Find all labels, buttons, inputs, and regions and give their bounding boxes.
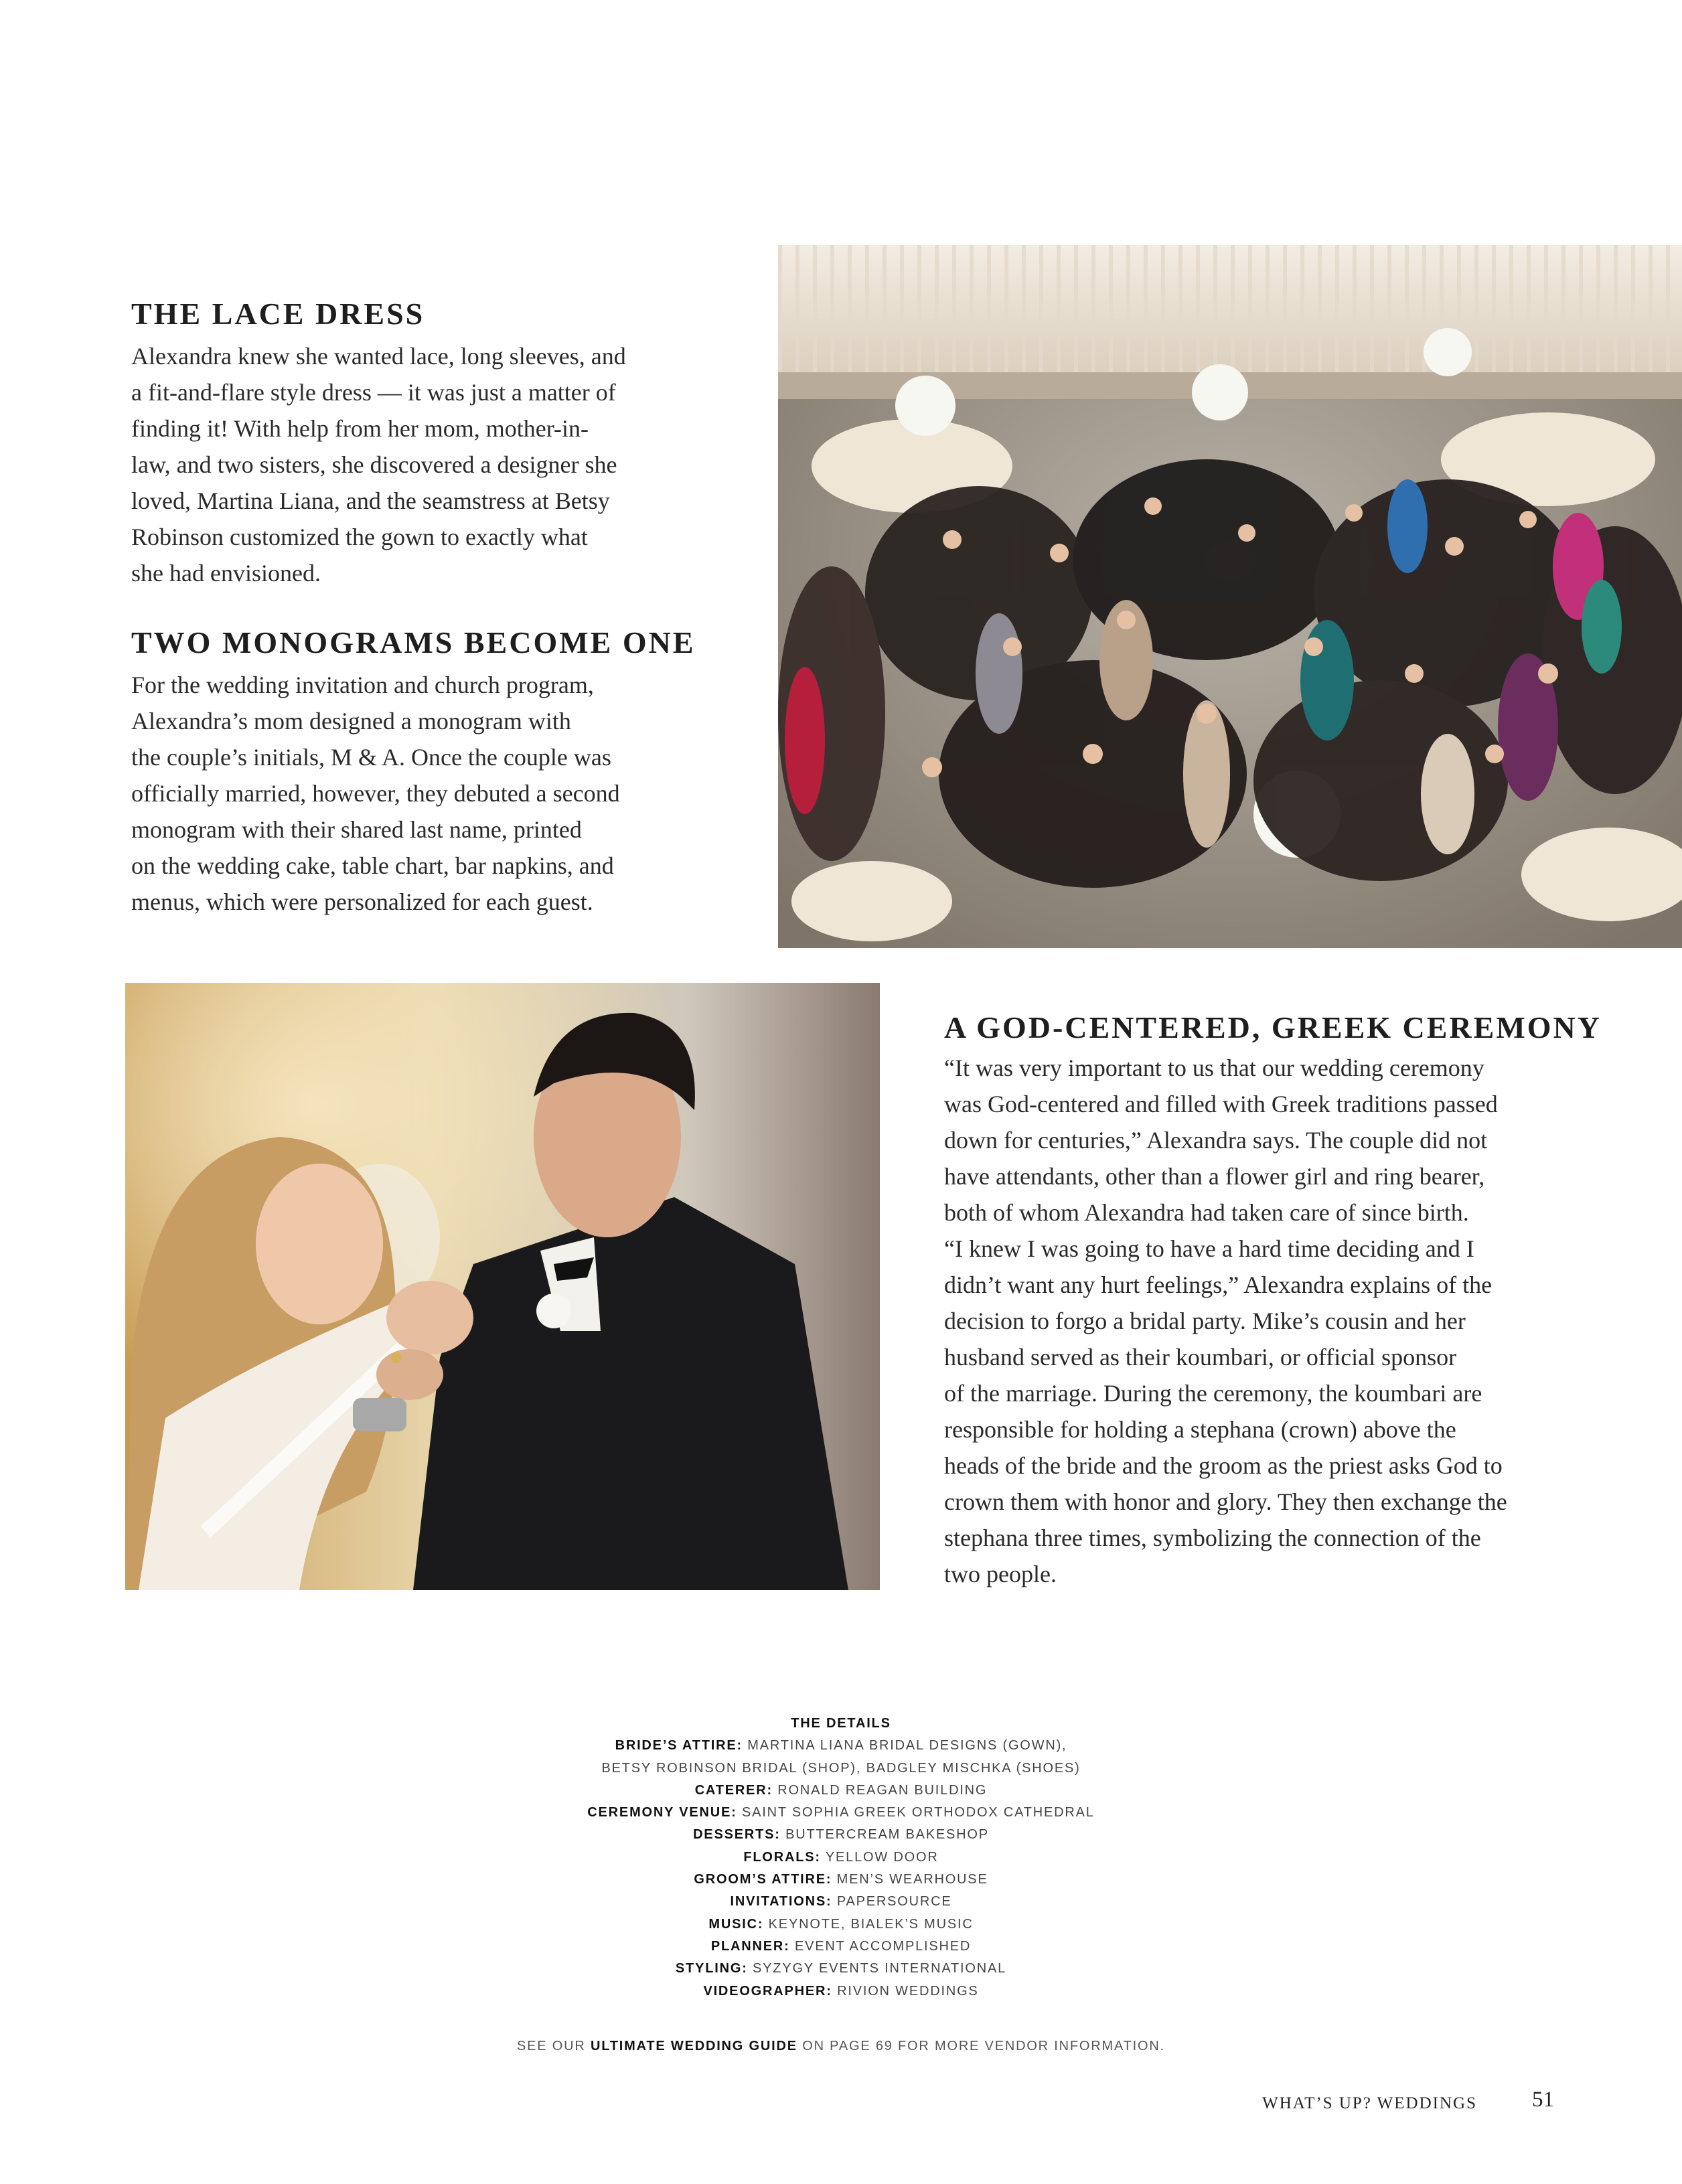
details-row: CEREMONY VENUE: SAINT SOPHIA GREEK ORTHODOX CATHEDRAL bbox=[587, 1805, 1095, 1820]
details-row: STYLING: SYZYGY EVENTS INTERNATIONAL bbox=[675, 1961, 1007, 1976]
details-row: GROOM’S ATTIRE: MEN’S WEARHOUSE bbox=[694, 1872, 988, 1887]
page-number: 51 bbox=[1532, 2088, 1554, 2112]
details-credits bbox=[0, 1713, 1682, 2003]
details-row: DESSERTS: BUTTERCREAM BAKESHOP bbox=[693, 1827, 989, 1843]
details-row: INVITATIONS: PAPERSOURCE bbox=[730, 1894, 952, 1909]
details-row: VIDEOGRAPHER: RIVION WEDDINGS bbox=[703, 1983, 979, 1999]
details-row: FLORALS: YELLOW DOOR bbox=[743, 1849, 939, 1865]
heading-greek-ceremony: A GOD-CENTERED, GREEK CEREMONY bbox=[944, 1010, 1602, 1044]
paragraph-greek-ceremony: “It was very important to us that our wedding ceremony was God-centered and filled with Greek traditions passed down for centuries,” Alexandra says. The couple did not have attendants, other than a flower girl and ring bearer, both of whom Alexandra had taken care of since birth. “I knew I was going to have a hard time deciding and I didn’t want any hurt feelings,” Alexandra explains of the decision to forgo a bridal party. Mike’s cousin and her husband served as their koumbari, or official sponsor of the marriage. During the ceremony, the koumbari are responsible for holding a stephana (crown) above the heads of the bride and the groom as the priest asks God to crown them with honor and glory. They then exchange the stephana three times, symbolizing the connection of the two people. bbox=[944, 1055, 1507, 1587]
paragraph-monograms: For the wedding invitation and church program, Alexandra’s mom designed a monogram with the couple’s initials, M & A. Once the couple was officially married, however, they debuted a second monogram with their shared last name, printed on the wedding cake, table chart, bar napkins, and menus, which were personalized for each guest. bbox=[131, 672, 620, 915]
heading-monograms: TWO MONOGRAMS BECOME ONE bbox=[131, 625, 696, 659]
paragraph-lace-dress: Alexandra knew she wanted lace, long sleeves, and a fit-and-flare style dress — it was just a matter of finding it! With help from her mom, mother-in- law, and two sisters, she discovered a designer she loved, Martina Liana, and the seamstress at Betsy Robinson customized the gown to exactly what she had envisioned. bbox=[131, 343, 626, 587]
details-title: THE DETAILS bbox=[791, 1716, 891, 1731]
couple-dancing-photo bbox=[125, 983, 880, 1590]
details-row: CATERER: RONALD REAGAN BUILDING bbox=[694, 1782, 988, 1798]
details-row: MUSIC: KEYNOTE, BIALEK’S MUSIC bbox=[708, 1916, 974, 1932]
reception-dance-photo bbox=[778, 245, 1682, 948]
details-row: BETSY ROBINSON BRIDAL (SHOP), BADGLEY MISCHKA (SHOES) bbox=[601, 1760, 1081, 1776]
details-row: PLANNER: EVENT ACCOMPLISHED bbox=[710, 1938, 972, 1954]
ultimate-wedding-guide-link: ULTIMATE WEDDING GUIDE bbox=[591, 2039, 797, 2053]
details-row: BRIDE’S ATTIRE: MARTINA LIANA BRIDAL DESIGNS (GOWN), bbox=[615, 1738, 1067, 1753]
heading-lace-dress: THE LACE DRESS bbox=[131, 297, 425, 331]
vendor-guide-note: SEE OUR ULTIMATE WEDDING GUIDE ON PAGE 69 FOR MORE VENDOR INFORMATION. bbox=[517, 2039, 1165, 2053]
magazine-name: WHAT’S UP? WEDDINGS bbox=[1262, 2094, 1477, 2112]
